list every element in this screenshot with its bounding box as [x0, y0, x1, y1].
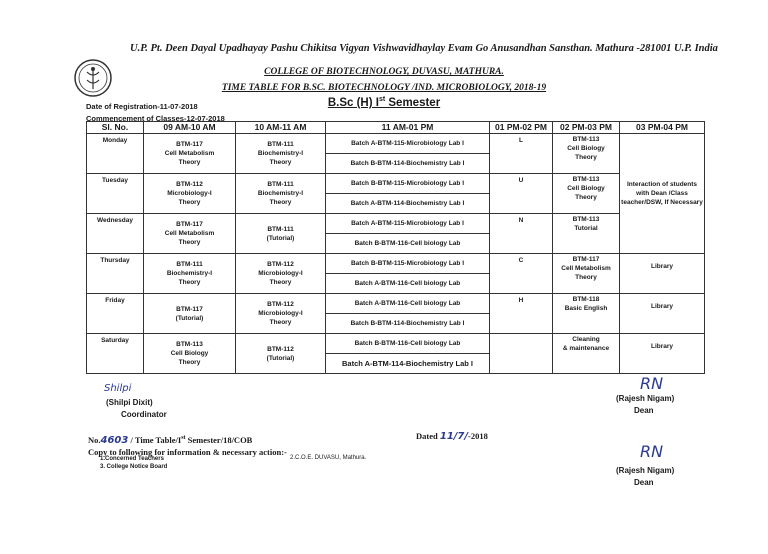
- university-name: U.P. Pt. Deen Dayal Upadhayay Pashu Chikitsa Vigyan Vishwavidhaylay Evam Go Anusandhan Sansthan. Mathura -281001 U.P. India: [130, 43, 718, 54]
- lunch-letter: [490, 334, 553, 374]
- lunch-letter: H: [490, 294, 553, 334]
- col-header: 03 PM-04 PM: [620, 122, 705, 134]
- class-cell: BTM-111 Biochemistry-I Theory: [144, 254, 236, 294]
- library-cell: Library: [620, 334, 705, 374]
- header-row: [87, 122, 705, 134]
- dean-signature: RN: [640, 374, 664, 393]
- dean-name-2: (Rajesh Nigam): [616, 466, 675, 475]
- lunch-letter: U: [490, 174, 553, 214]
- lab-batch: Batch B-BTM-115-Microbiology Lab I: [350, 180, 465, 187]
- col-header: 09 AM-10 AM: [144, 122, 236, 134]
- commencement-date: Commencement of Classes-12-07-2018: [86, 114, 225, 123]
- col-header: 02 PM-03 PM: [553, 122, 620, 134]
- lunch-letter: N: [490, 214, 553, 254]
- class-cell: BTM-112 Microbiology-I Theory: [236, 254, 326, 294]
- class-cell: BTM-112 Microbiology-I Theory: [236, 294, 326, 334]
- class-cell: BTM-111 (Tutorial): [236, 214, 326, 254]
- day-cell: Friday: [87, 294, 144, 334]
- class-cell: BTM-112 Microbiology-I Theory: [144, 174, 236, 214]
- class-cell: BTM-112 (Tutorial): [236, 334, 326, 374]
- dated-line: Dated 11/7/-2018: [416, 431, 488, 442]
- lab-cell: [326, 134, 490, 174]
- semester-tail: Semester: [385, 96, 441, 109]
- lunch-letter: L: [490, 134, 553, 174]
- class-cell: BTM-117 Cell Metabolism Theory: [144, 214, 236, 254]
- lab-cell: [326, 254, 490, 294]
- class-cell: BTM-113 Tutorial: [553, 214, 620, 254]
- table-row: [87, 294, 705, 334]
- table-row: [87, 174, 705, 214]
- day-cell: Thursday: [87, 254, 144, 294]
- lab-batch: Batch B-BTM-114-Biochemistry Lab I: [326, 313, 489, 333]
- lab-cell: [326, 214, 490, 254]
- table-row: [87, 254, 705, 294]
- lunch-letter: C: [490, 254, 553, 294]
- lab-cell: [326, 174, 490, 214]
- lab-batch: Batch B-BTM-116-Cell biology Lab: [326, 233, 489, 253]
- copy-item: 1.Concerned Teachers: [100, 456, 164, 462]
- timetable-title: TIME TABLE FOR B.SC. BIOTECHNOLOGY /IND. MICROBIOLOGY, 2018-19: [221, 83, 547, 93]
- copy-item: 2.C.O.E. DUVASU, Mathura.: [290, 455, 367, 461]
- college-name: COLLEGE OF BIOTECHNOLOGY, DUVASU, MATHURA.: [264, 67, 504, 77]
- class-cell: BTM-113 Cell Biology Theory: [144, 334, 236, 374]
- dean-signature-2: RN: [640, 442, 664, 461]
- class-cell: BTM-113 Cell Biology Theory: [553, 174, 620, 214]
- class-cell: BTM-118 Basic English: [553, 294, 620, 334]
- day-cell: Saturday: [87, 334, 144, 374]
- table-row: [87, 334, 705, 374]
- lab-batch: Batch A-BTM-115-Microbiology Lab I: [351, 140, 464, 147]
- lab-batch: Batch A-BTM-114-Biochemistry Lab I: [326, 193, 489, 213]
- class-cell: BTM-117 Cell Metabolism Theory: [553, 254, 620, 294]
- class-cell: BTM-113 Cell Biology Theory: [553, 134, 620, 174]
- dean-title-2: Dean: [634, 478, 654, 487]
- semester-sup: st: [378, 96, 386, 103]
- table-row: [87, 214, 705, 254]
- class-cell: BTM-111 Biochemistry-I Theory: [236, 134, 326, 174]
- class-cell: BTM-117 Cell Metabolism Theory: [144, 134, 236, 174]
- col-header: 01 PM-02 PM: [490, 122, 553, 134]
- dean-name: (Rajesh Nigam): [616, 394, 675, 403]
- day-cell: Tuesday: [87, 174, 144, 214]
- copy-item: 3. College Notice Board: [100, 464, 168, 470]
- coordinator-name: (Shilpi Dixit): [106, 398, 153, 407]
- lab-batch: Batch A-BTM-116-Cell biology Lab: [354, 300, 461, 307]
- library-cell: Library: [620, 254, 705, 294]
- day-cell: Monday: [87, 134, 144, 174]
- col-header: 10 AM-11 AM: [236, 122, 326, 134]
- dean-title: Dean: [634, 406, 654, 415]
- day-cell: Wednesday: [87, 214, 144, 254]
- library-cell: Library: [620, 294, 705, 334]
- col-header: Sl. No.: [87, 122, 144, 134]
- class-cell: BTM-111 Biochemistry-I Theory: [236, 174, 326, 214]
- lab-batch: Batch A-BTM-116-Cell biology Lab: [326, 273, 489, 293]
- class-cell: BTM-117 (Tutorial): [144, 294, 236, 334]
- timetable: [86, 121, 705, 374]
- table-row: [87, 134, 705, 174]
- date-of-registration: Date of Registration-11-07-2018: [86, 102, 198, 111]
- col-header: 11 AM-01 PM: [326, 122, 490, 134]
- coordinator-signature: Shilpi: [104, 383, 132, 394]
- copy-to-line: Copy to following for information & necessary action:-: [88, 447, 287, 457]
- lab-batch: Batch B-BTM-114-Biochemistry Lab I: [326, 153, 489, 173]
- lab-batch: Batch A-BTM-115-Microbiology Lab I: [351, 220, 464, 227]
- lab-batch: Batch B-BTM-116-Cell biology Lab: [354, 340, 461, 347]
- lab-cell: [326, 334, 490, 374]
- lab-batch: Batch B-BTM-115-Microbiology Lab I: [350, 260, 465, 267]
- semester-main: B.Sc (H) I: [327, 96, 379, 109]
- class-cell: Cleaning & maintenance: [553, 334, 620, 374]
- coordinator-title: Coordinator: [121, 410, 167, 419]
- lab-batch: Batch A-BTM-114-Biochemistry Lab I: [326, 353, 489, 373]
- lab-cell: [326, 294, 490, 334]
- interaction-note: Interaction of students with Dean /Class teacher/DSW, If Necessary: [620, 134, 705, 254]
- reference-number: No.4603 / Time Table/Ist Semester/18/COB: [88, 435, 253, 446]
